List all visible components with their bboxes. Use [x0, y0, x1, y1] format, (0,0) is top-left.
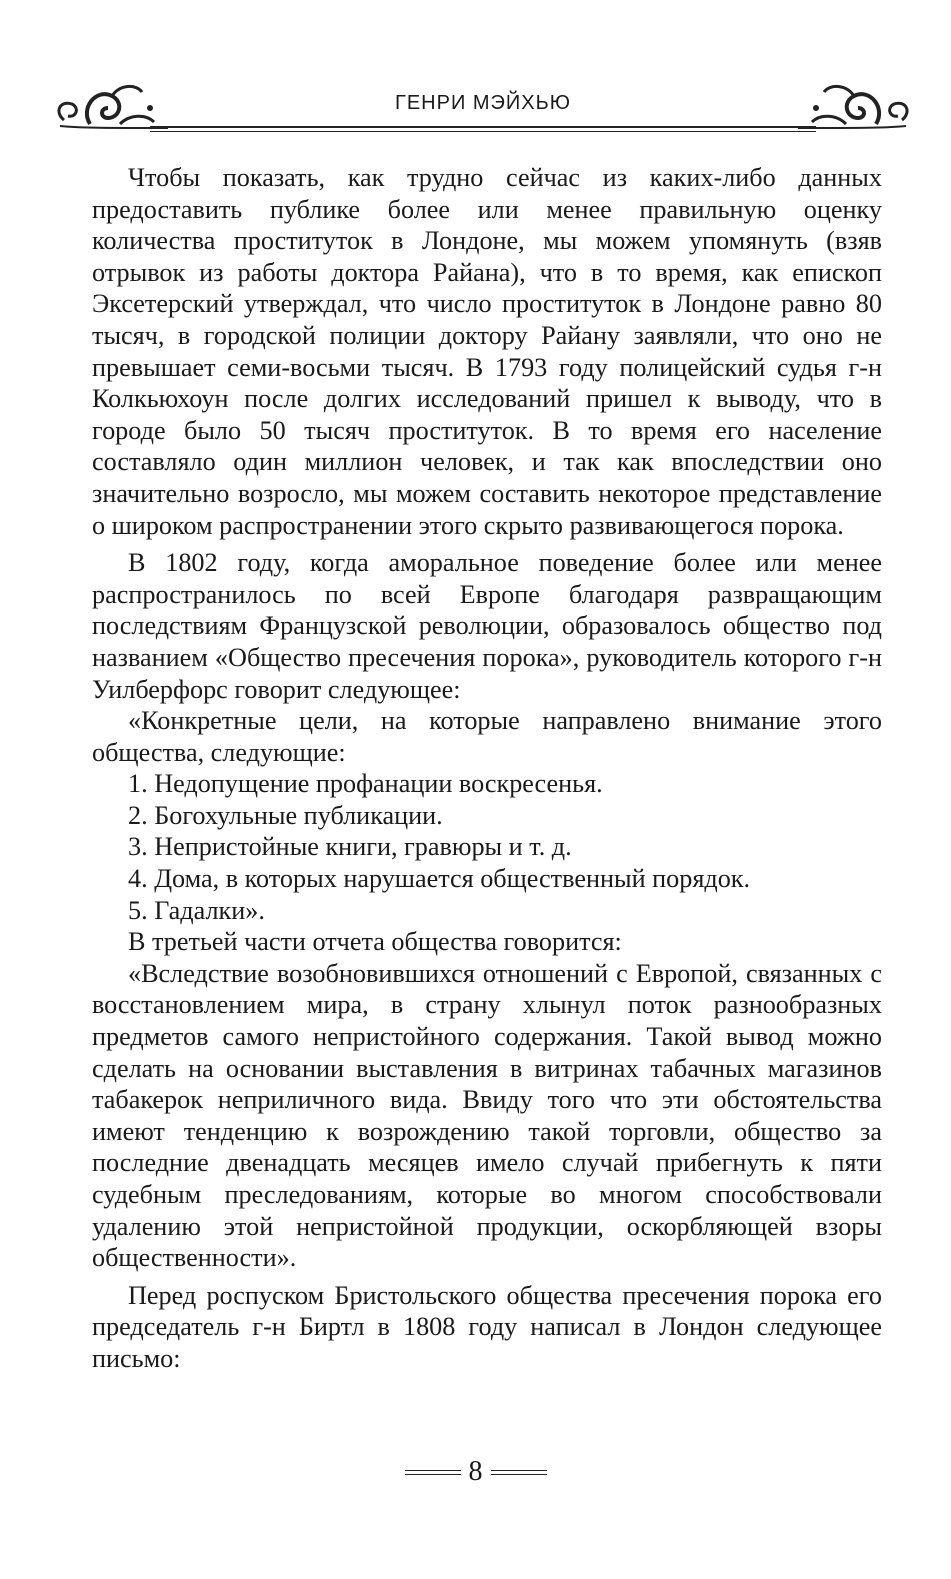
footer-rule-left [405, 1470, 461, 1475]
running-header [50, 78, 916, 138]
paragraph: Перед роспуском Бристольского общества пресечения порока его председатель г-н Биртл в 1808 году написал в Лондон следующее письмо: [92, 1280, 882, 1373]
footer-rule-right [491, 1470, 547, 1475]
quote-paragraph: «Конкретные цели, на которые направлено внимание этого общества, следующие: [92, 706, 882, 767]
paragraph: Чтобы показать, как трудно сейчас из каких-либо данных предоставить публике более или менее правильную оценку количества проституток в Лондоне, мы можем упомянуть (взяв отрывок из работы доктора Райана), что в то время, как епископ Эксетерский утверждал, что число проституток в Лондоне равно 80 тысяч, в городской полиции доктору Райану заявляли, что оно не превышает семи-восьми тысяч. В 1793 году полицейский судья г-н Колкьюхоун после долгих исследований пришел к выводу, что в городе было 50 тысяч проституток. В то время его население составляло один миллион человек, и так как впоследствии оно значительно возросло, мы можем составить некоторое представление о широком распространении этого скрыто развивающегося порока. [92, 163, 882, 540]
quote-paragraph: «Вследствие возобновившихся отношений с Европой, связанных с восстановлением мира, в страну хлынул поток разнообразных предметов самого непристойного содержания. Такой вывод можно сделать на основании выставления в витринах табачных магазинов табакерок неприличного вида. Ввиду того что эти обстоятельства имеют тенденцию к возрождению такой торговли, общество за последние двенадцать месяцев имело случай прибегнуть к пяти судебным преследованиям, которые во многом способствовали удалению этой непристойной продукции, оскорбляющей взоры общественности». [92, 958, 882, 1273]
paragraph: В 1802 году, когда аморальное поведение более или менее распространилось по всей Европе благодаря развращающим последствиям Французской революции, образовалось общество под названием «Общество пресечения порока», руководитель которого г-н Уилберфорс говорит следующее: [92, 548, 882, 704]
paragraph: В третьей части отчета общества говорится: [128, 927, 622, 957]
page-footer [0, 1452, 951, 1492]
running-head-title: ГЕНРИ МЭЙХЬЮ [395, 92, 571, 114]
list-item: 4. Дома, в которых нарушается общественный порядок. [128, 864, 751, 894]
list-item: 2. Богохульные публикации. [128, 800, 443, 830]
scroll-ornament-icon [796, 78, 916, 143]
page-number: 8 [468, 1456, 483, 1487]
page-body [92, 162, 882, 1375]
list-item: 1. Недопущение профанации воскресенья. [128, 769, 603, 799]
header-rule [150, 126, 816, 132]
list-item: 3. Непристойные книги, гравюры и т. д. [128, 832, 572, 862]
list-item: 5. Гадалки». [128, 895, 265, 925]
